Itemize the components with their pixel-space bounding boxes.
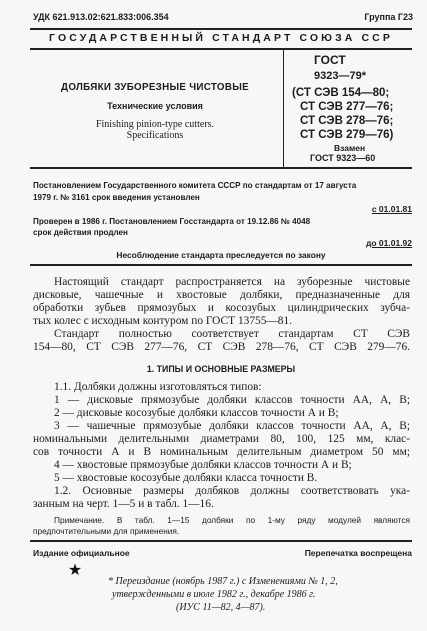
clause-line: 5 — хвостовые косозубые долбяки класса точности В. [54, 472, 318, 484]
gost-number: 9323—79* [314, 70, 366, 82]
clause-line: 3 — чашечные прямозубые долбяки классов точности АА, А, В; [54, 420, 410, 432]
decree-line: Проверен в 1986 г. Постановлением Госстандарта от 19.12.86 № 4048 [33, 217, 311, 226]
decree-line: 1979 г. № 3161 срок введения установлен [33, 193, 200, 202]
title-block-rule [30, 167, 412, 169]
decree-rule [30, 264, 412, 266]
compliance-line: Стандарт полностью соответствует стандартам СТ СЭВ [54, 328, 410, 340]
document-title: ДОЛБЯКИ ЗУБОРЕЗНЫЕ ЧИСТОВЫЕ [61, 82, 249, 93]
decree-line: срок действия продлен [33, 228, 128, 237]
note-line: Примечание. В табл. 1—15 долбяки по 1-му ряду модулей являются [54, 515, 410, 525]
title-divider [283, 50, 284, 167]
gost-label: ГОСТ [314, 53, 346, 67]
reprint-prohibited: Перепечатка воспрещена [304, 548, 412, 558]
st-sev-line: (СТ СЭВ 154—80; [292, 87, 390, 99]
st-sev-line: СТ СЭВ 278—76; [300, 115, 394, 127]
standard-banner: ГОСУДАРСТВЕННЫЙ СТАНДАРТ СОЮЗА ССР [49, 32, 393, 44]
clause-line: 1.2. Основные размеры долбяков должны соответствовать ука- [54, 485, 410, 497]
official-edition: Издание официальное [33, 548, 130, 558]
english-subtitle: Specifications [126, 130, 184, 141]
udk-code: УДК 621.913.02:621.833:006.354 [33, 12, 169, 22]
replaces-label: Взамен [334, 143, 366, 153]
star-icon: ★ [67, 562, 83, 579]
intro-line: дисковые, чашечные и хвостовые долбяки, предназначенные для [33, 289, 410, 301]
st-sev-line: СТ СЭВ 279—76) [300, 129, 394, 141]
clause-line: занным на черт. 1—5 и в табл. 1—16. [33, 498, 214, 510]
clause-line: номинальными делительными диаметрами 80, 100, 125 мм, клас- [33, 433, 410, 445]
header-rule-top [30, 28, 412, 30]
note-line: предпочтительными для применения. [33, 526, 180, 536]
reprint-note: утвержденными в июле 1982 г., декабре 1986 г. [112, 589, 316, 600]
footer-rule [30, 540, 412, 542]
compliance-line: 154—80, СТ СЭВ 277—76, СТ СЭВ 278—76, СТ СЭВ 279—76. [33, 341, 410, 353]
effective-date: с 01.01.81 [371, 204, 412, 214]
reprint-note: (ИУС 11—82, 4—87). [176, 602, 266, 613]
replaces-standard: ГОСТ 9323—60 [310, 153, 376, 163]
clause-line: сов точности А и В номинальным делительным диаметром 50 мм; [33, 446, 410, 458]
group-code: Группа Г23 [364, 12, 413, 22]
intro-line: тых колес с исходным контуром по ГОСТ 13755—81. [33, 315, 293, 327]
decree-line: Постановлением Государственного комитета СССР по стандартам от 17 августа [33, 181, 357, 190]
clause-line: 1 — дисковые прямозубые долбяки классов точности АА, А, В; [54, 394, 410, 406]
st-sev-line: СТ СЭВ 277—76; [300, 101, 394, 113]
intro-line: обработки зубьев прямозубых и косозубых цилиндрических зубча- [33, 302, 410, 314]
intro-line: Настоящий стандарт распространяется на зуборезные чистовые [54, 276, 410, 288]
clause-line: 1.1. Долбяки должны изготовляться типов: [54, 381, 262, 393]
section-heading: 1. ТИПЫ И ОСНОВНЫЕ РАЗМЕРЫ [146, 364, 296, 374]
reprint-note: * Переиздание (ноябрь 1987 г.) с Изменениями № 1, 2, [108, 576, 338, 587]
header-rule-bottom [30, 48, 412, 50]
enforcement-notice: Несоблюдение стандарта преследуется по закону [116, 250, 326, 260]
clause-line: 4 — хвостовые прямозубые долбяки классов точности А и В; [54, 459, 352, 471]
document-subtitle: Технические условия [107, 101, 203, 111]
english-title: Finishing pinion-type cutters. [95, 119, 215, 130]
clause-line: 2 — дисковые косозубые долбяки классов точности А и В; [54, 407, 339, 419]
validity-date: до 01.01.92 [365, 238, 412, 248]
